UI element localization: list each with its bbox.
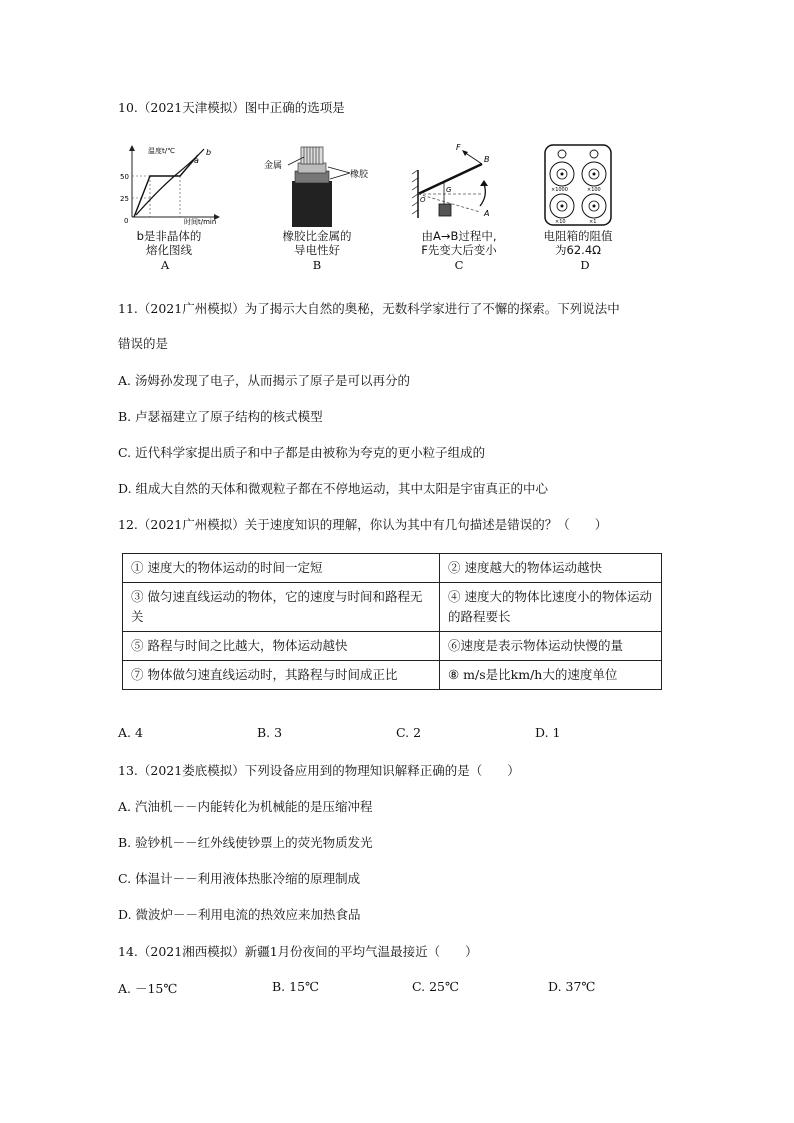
table-row: [123, 554, 662, 583]
question-12-option-d: D. 1: [535, 725, 561, 740]
table-cell: ④ 速度大的物体比速度小的物体运动的路程要长: [440, 583, 662, 632]
svg-text:F: F: [456, 143, 461, 152]
question-11-option-c: C. 近代科学家提出质子和中子都是由被称为夸克的更小粒子组成的: [118, 445, 486, 460]
svg-text:×10: ×10: [555, 219, 566, 225]
table-cell: ⑥速度是表示物体运动快慢的量: [440, 632, 662, 661]
table-cell: ② 速度越大的物体运动越快: [440, 554, 662, 583]
svg-text:×100: ×100: [587, 187, 601, 193]
svg-text:时间t/min: 时间t/min: [184, 218, 217, 225]
svg-text:50: 50: [120, 173, 129, 181]
question-12-option-a: A. 4: [118, 725, 143, 740]
question-11-stem-line2: 错误的是: [118, 336, 169, 351]
table-cell: ① 速度大的物体运动的时间一定短: [123, 554, 440, 583]
svg-text:b: b: [206, 148, 212, 157]
svg-text:25: 25: [120, 195, 129, 203]
svg-text:0: 0: [124, 217, 129, 225]
svg-text:A: A: [484, 209, 490, 218]
table-cell: ⑧ m/s是比km/h大的速度单位: [440, 661, 662, 690]
question-12-stem: 12.（2021广州模拟）关于速度知识的理解，你认为其中有几句描述是错误的？（ ）: [118, 517, 608, 532]
table-row: [123, 661, 662, 690]
question-14-option-a: A. －15℃: [118, 981, 178, 996]
svg-text:B: B: [484, 155, 490, 164]
figure-a-melting-graph: [120, 143, 220, 225]
question-14-stem: 14.（2021湘西模拟）新疆1月份夜间的平均气温最接近（ ）: [118, 944, 478, 959]
question-13-option-d: D. 微波炉－－利用电流的热效应来加热食品: [118, 907, 361, 922]
question-14-option-b: B. 15℃: [272, 979, 320, 994]
question-11-stem-line1: 11.（2021广州模拟）为了揭示大自然的奥秘，无数科学家进行了不懈的探索。下列说法中: [118, 301, 620, 316]
figure-d-resistance-box: [544, 144, 612, 226]
y-axis-label: 温度t/℃: [148, 147, 175, 155]
figure-a-caption: b是非晶体的 熔化图线: [136, 229, 202, 257]
question-12-option-c: C. 2: [396, 725, 422, 740]
label-metal: 金属: [264, 161, 283, 171]
question-11-option-b: B. 卢瑟福建立了原子结构的核式模型: [118, 409, 323, 424]
question-11-option-d: D. 组成大自然的天体和微观粒子都在不停地运动，其中太阳是宇宙真正的中心: [118, 481, 549, 496]
svg-text:a: a: [194, 156, 199, 165]
question-13-option-b: B. 验钞机－－红外线使钞票上的荧光物质发光: [118, 835, 373, 850]
figure-c-caption: 由A→B过程中, F先变大后变小: [421, 229, 497, 257]
question-14-option-c: C. 25℃: [412, 979, 459, 994]
figure-b-letter: B: [312, 258, 322, 272]
svg-text:O: O: [420, 196, 426, 204]
question-14-option-d: D. 37℃: [548, 979, 596, 994]
question-13-option-a: A. 汽油机－－内能转化为机械能的是压缩冲程: [118, 799, 373, 814]
svg-text:G: G: [446, 186, 452, 194]
figure-b-caption: 橡胶比金属的 导电性好: [282, 229, 352, 257]
table-cell: ③ 做匀速直线运动的物体，它的速度与时间和路程无关: [123, 583, 440, 632]
figure-c-lever: [408, 140, 500, 230]
question-11-option-a: A. 汤姆孙发现了电子，从而揭示了原子是可以再分的: [118, 373, 410, 388]
table-row: [123, 583, 662, 632]
question-13-option-c: C. 体温计－－利用液体热胀冷缩的原理制成: [118, 871, 361, 886]
table-row: [123, 632, 662, 661]
svg-text:×1000: ×1000: [551, 187, 568, 193]
label-rubber: 橡胶: [350, 170, 369, 180]
question-13-stem: 13.（2021娄底模拟）下列设备应用到的物理知识解释正确的是（ ）: [118, 763, 520, 778]
figure-d-letter: D: [580, 258, 590, 272]
question-12-option-b: B. 3: [257, 725, 283, 740]
table-cell: ⑦ 物体做匀速直线运动时，其路程与时间成正比: [123, 661, 440, 690]
question-10-stem: 10.（2021天津模拟）图中正确的选项是: [118, 100, 345, 115]
figure-c-letter: C: [454, 258, 464, 272]
speed-statements-table: [122, 553, 662, 690]
figure-a-letter: A: [160, 258, 170, 272]
table-cell: ⑤ 路程与时间之比越大，物体运动越快: [123, 632, 440, 661]
figure-b-cable: [262, 143, 372, 228]
svg-text:×1: ×1: [589, 219, 597, 225]
figure-d-caption: 电阻箱的阻值 为62.4Ω: [543, 229, 613, 257]
